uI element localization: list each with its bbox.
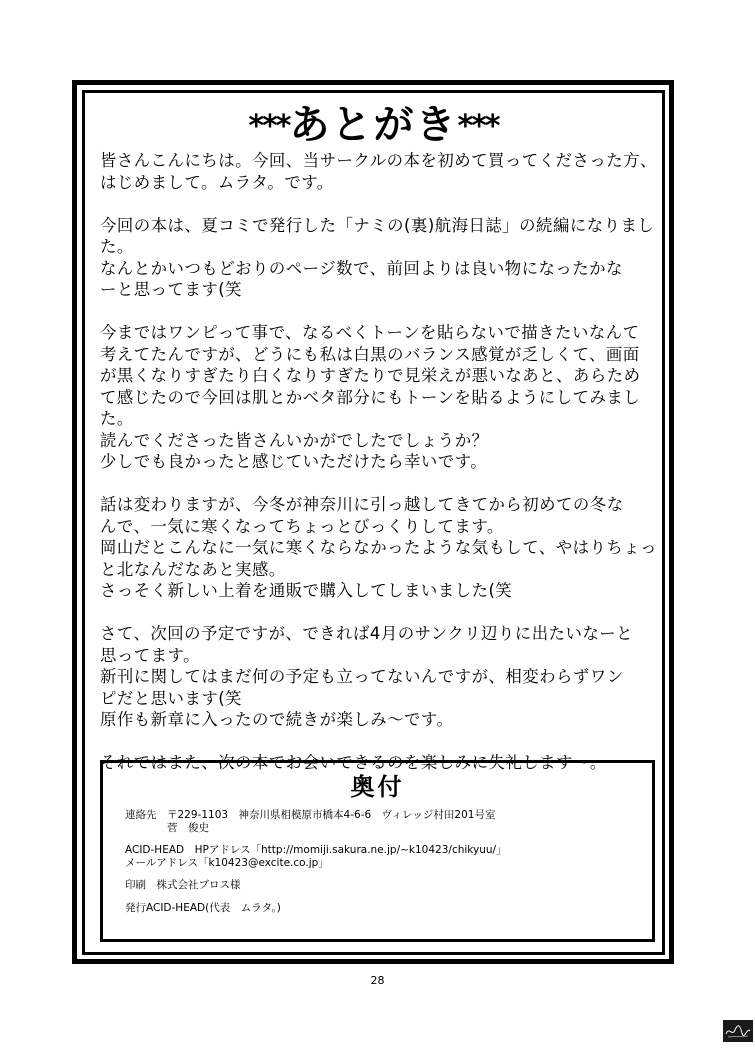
body-line: と北なんだなあと実感。 — [100, 559, 286, 579]
title-stars-right: *** — [457, 109, 499, 144]
body-line: ピだと思います(笑 — [100, 688, 243, 708]
colophon-details — [125, 809, 645, 914]
homepage-address: ACID-HEAD HPアドレス「http://momiji.sakura.ne.jp/~k10423/chikyuu/」 — [125, 844, 507, 856]
printer-info: 印刷 株式会社ブロス様 — [125, 879, 241, 891]
body-line: た。 — [100, 409, 134, 428]
body-line: なんとかいつもどおりのページ数で、前回よりは良い物になったかな — [100, 258, 623, 278]
body-line: 読んでくださった皆さんいかがでしたでしょうか？ — [100, 430, 489, 450]
paragraph — [100, 150, 660, 193]
paragraph — [100, 494, 660, 602]
body-line: さて、次回の予定ですが、できれば4月のサンクリ辺りに出たいなーと — [100, 624, 634, 643]
body-line: 今まではワンピって事で、なるべくトーンを貼らないで描きたいなんて — [100, 323, 640, 342]
body-line: が黒くなりすぎたり白くなりすぎたりで見栄えが悪いなあと、あらため — [100, 366, 641, 385]
body-line: 少しでも良かったと感じていただけたら幸いです。 — [100, 452, 488, 471]
title-stars-left: *** — [248, 109, 290, 144]
afterword-body — [100, 150, 660, 774]
page-number: 28 — [370, 974, 385, 987]
body-line: んで、一気に寒くなってちょっとびっくりしてます。 — [100, 516, 504, 536]
body-line: 皆さんこんにちは。今回、当サークルの本を初めて買ってくださった方、 — [100, 151, 657, 170]
body-line: 考えてたんですが、どうにも私は白黒のバランス感覚が乏しくて、画面 — [100, 344, 640, 364]
contact-name: 菅 俊史 — [125, 821, 209, 834]
body-line: 原作も新章に入ったので続きが楽しみ～です。 — [100, 710, 454, 729]
body-line: 思ってます。 — [100, 645, 201, 665]
body-line: 話は変わりますが、今冬が神奈川に引っ越してきてから初めての冬な — [100, 495, 624, 514]
body-line: はじめまして。ムラタ。です。 — [100, 172, 334, 192]
afterword-title — [82, 100, 665, 152]
body-line: さっそく新しい上着を通販で購入してしまいました(笑 — [100, 581, 513, 600]
artist-signature-stamp — [723, 1020, 753, 1042]
body-line: ーと思ってます(笑 — [100, 280, 243, 299]
publisher-info: 発行ACID-HEAD(代表 ムラタ。) — [125, 901, 281, 914]
body-line: た。 — [100, 237, 134, 256]
body-line: 岡山だとこんなに一気に寒くならなかったような気もして、やはりちょっ — [100, 538, 658, 557]
paragraph — [100, 322, 660, 473]
mail-address: メールアドレス「k10423@excite.co.jp」 — [125, 856, 329, 869]
paragraph — [100, 215, 660, 301]
body-line: て感じたので今回は肌とかベタ部分にもトーンを貼るようにしてみまし — [100, 387, 641, 407]
body-line: 新刊に関してはまだ何の予定も立ってないんですが、相変わらずワン — [100, 667, 624, 686]
signature-scribble-icon — [723, 1020, 753, 1042]
body-line: 今回の本は、夏コミで発行した「ナミの(裏)航海日誌」の続編になりまし — [100, 215, 655, 235]
contact-address: 連絡先 〒229-1103 神奈川県相模原市橋本4-6-6 ヴィレッジ村田201号室 — [125, 809, 496, 821]
body-line: それではまた、次の本でお会いできるのを楽しみに失礼します～。 — [100, 753, 607, 772]
colophon-title: 奥付 — [350, 773, 405, 801]
title-text: あとがき — [289, 102, 458, 148]
paragraph — [100, 623, 660, 731]
colophon-box — [100, 760, 655, 942]
